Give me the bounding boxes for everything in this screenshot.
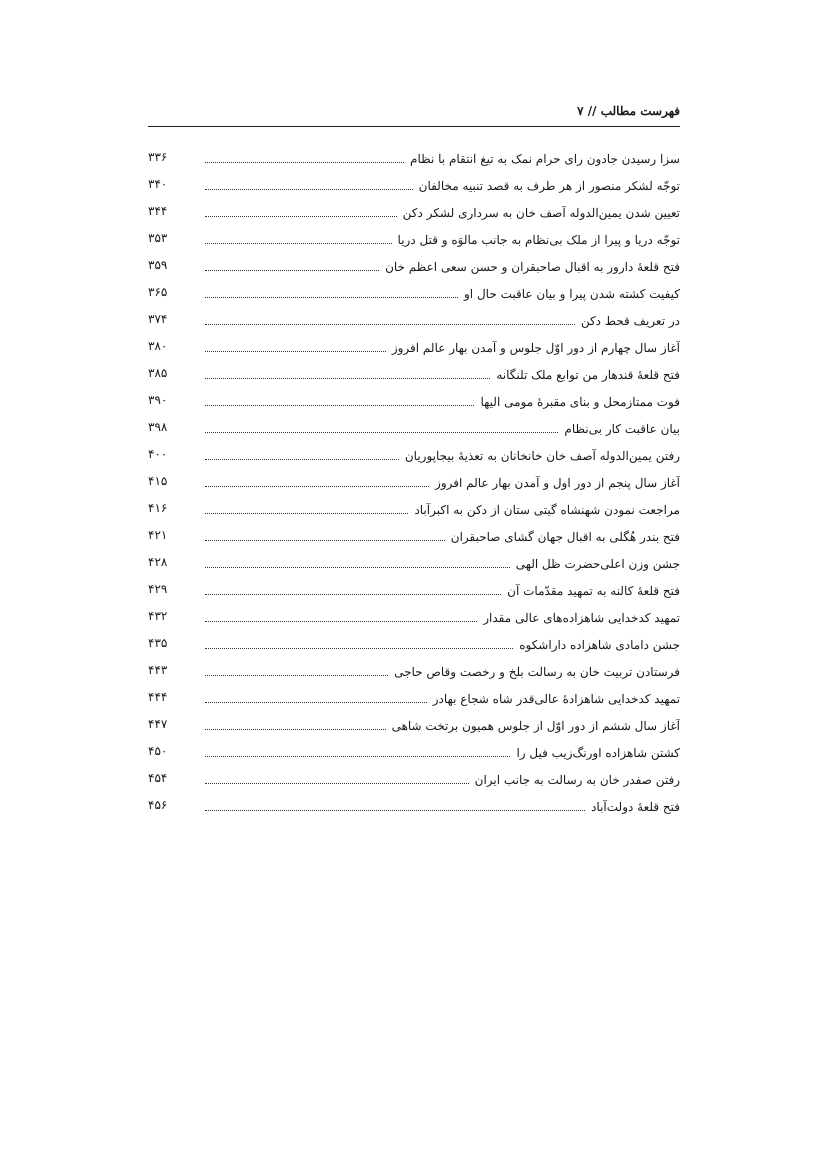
dot-leader	[205, 609, 477, 622]
toc-entry-page: ۳۸۰	[148, 339, 168, 353]
dot-leader	[205, 312, 575, 325]
toc-entry	[148, 523, 680, 550]
toc-entry-page: ۴۱۶	[148, 501, 168, 515]
toc-entry-title: تمهید کدخدایی شاهزاده‌های عالی مقدار	[483, 611, 680, 625]
toc-entry-title: آغاز سال پنجم از دور اول و آمدن بهار عالم افروز	[435, 476, 680, 490]
toc-entry	[148, 685, 680, 712]
toc-entry	[148, 226, 680, 253]
toc-entry-page: ۴۳۲	[148, 609, 168, 623]
toc-entry-page: ۴۲۸	[148, 555, 168, 569]
dot-leader	[205, 393, 474, 406]
dot-leader	[205, 555, 510, 568]
dot-leader	[205, 636, 513, 649]
toc-entry-page: ۴۴۷	[148, 717, 168, 731]
toc-entry	[148, 712, 680, 739]
toc-entry-page: ۳۹۰	[148, 393, 168, 407]
dot-leader	[205, 771, 469, 784]
toc-entry	[148, 469, 680, 496]
dot-leader	[205, 582, 501, 595]
toc-entry-page: ۴۴۳	[148, 663, 168, 677]
toc-entry	[148, 307, 680, 334]
toc-entry	[148, 550, 680, 577]
toc-entry-page: ۴۳۵	[148, 636, 168, 650]
toc-entry-title: مراجعت نمودن شهنشاه گیتی ستان از دکن به اکبرآباد	[414, 503, 680, 517]
toc-entry-title: آغاز سال چهارم از دور اوّل جلوس و آمدن بهار عالم افروز	[391, 341, 680, 355]
toc-entry-title: فتح قلعهٔ قندهار من توابع ملک تلنگانه	[496, 368, 680, 382]
toc-entry-page: ۴۴۴	[148, 690, 168, 704]
dot-leader	[205, 258, 379, 271]
toc-entry	[148, 766, 680, 793]
toc-entry-title: رفتن یمین‌الدوله آصف خان خانخانان به تعذیهٔ بیجاپوریان	[404, 449, 680, 463]
toc-entry-title: جشن وزن اعلی‌حضرت ظل الهی	[515, 557, 680, 571]
toc-entry-page: ۳۵۳	[148, 231, 168, 245]
dot-leader	[205, 474, 429, 487]
toc-entry-page: ۳۳۶	[148, 150, 168, 164]
dot-leader	[205, 528, 445, 541]
toc-entry	[148, 577, 680, 604]
dot-leader	[205, 744, 510, 757]
toc-entry-title: فتح قلعهٔ کالنه به تمهید مقدّمات آن	[507, 584, 680, 598]
dot-leader	[205, 501, 408, 514]
toc-entry-page: ۴۵۴	[148, 771, 168, 785]
toc-entry	[148, 496, 680, 523]
dot-leader	[205, 663, 388, 676]
toc-entry-title: توجّه لشکر منصور از هر طرف به قصد تنبیه مخالفان	[418, 179, 680, 193]
toc-entry-page: ۴۵۰	[148, 744, 168, 758]
toc-entry	[148, 334, 680, 361]
dot-leader	[205, 717, 386, 730]
toc-entry-title: رفتن صفدر خان به رسالت به جانب ایران	[474, 773, 680, 787]
toc-entry-page: ۳۹۸	[148, 420, 168, 434]
toc-entry-page: ۳۵۹	[148, 258, 168, 272]
toc-entry-title: جشن دامادی شاهزاده داراشکوه	[519, 638, 680, 652]
toc-entry-title: فتح قلعهٔ دارور به اقبال صاحبقران و حسن سعی اعظم خان	[385, 260, 680, 274]
toc-entry-page: ۳۴۰	[148, 177, 168, 191]
toc-entry-page: ۴۰۰	[148, 447, 168, 461]
toc-entry	[148, 388, 680, 415]
toc-entry-page: ۳۶۵	[148, 285, 168, 299]
toc-entry	[148, 793, 680, 820]
toc-entry	[148, 631, 680, 658]
toc-entry	[148, 442, 680, 469]
dot-leader	[205, 150, 404, 163]
running-header	[148, 100, 680, 127]
toc-entry	[148, 658, 680, 685]
toc-entry	[148, 361, 680, 388]
toc-entry-title: توجّه دریا و پیرا از ملک بی‌نظام به جانب مالوَه و قتل دریا	[397, 233, 680, 247]
toc-entry-page: ۴۵۶	[148, 798, 168, 812]
toc-entry	[148, 739, 680, 766]
toc-entry-page: ۳۸۵	[148, 366, 168, 380]
toc-entry-title: فتح قلعهٔ دولت‌آباد	[591, 800, 680, 814]
dot-leader	[205, 285, 458, 298]
toc-entry-page: ۳۷۴	[148, 312, 168, 326]
toc-entry-title: آغاز سال ششم از دور اوّل از جلوس همیون برتخت شاهی	[391, 719, 680, 733]
toc-entry-title: تعیین شدن یمین‌الدوله آصف خان به سرداری لشکر دکن	[402, 206, 680, 220]
dot-leader	[205, 366, 490, 379]
dot-leader	[205, 177, 413, 190]
dot-leader	[205, 447, 399, 460]
table-of-contents	[148, 145, 680, 820]
toc-entry	[148, 172, 680, 199]
toc-entry-page: ۴۱۵	[148, 474, 168, 488]
toc-entry-title: فوت ممتازمحل و بنای مقبرهٔ مومی الیها	[480, 395, 680, 409]
toc-entry	[148, 604, 680, 631]
toc-entry-title: سزا رسیدن جادون رای حرام نمک به تیغ انتقام با نظام	[410, 152, 680, 166]
toc-entry-title: در تعریف قحط دکن	[580, 314, 680, 328]
running-header-title: فهرست مطالب // ۷	[577, 104, 680, 118]
dot-leader	[205, 690, 427, 703]
toc-entry	[148, 199, 680, 226]
dot-leader	[205, 339, 386, 352]
toc-entry-title: کشتن شاهزاده اورنگ‌زیب فیل را	[516, 746, 680, 760]
toc-entry	[148, 280, 680, 307]
toc-entry-title: فرستادن تربیت خان به رسالت بلخ و رخصت وقاص حاجی	[394, 665, 680, 679]
toc-entry-page: ۴۲۱	[148, 528, 168, 542]
dot-leader	[205, 204, 397, 217]
toc-entry	[148, 145, 680, 172]
toc-entry-title: فتح بندر هُگلی به اقبال جهان گشای صاحبقران	[450, 530, 680, 544]
dot-leader	[205, 798, 585, 811]
dot-leader	[205, 231, 392, 244]
toc-entry-page: ۴۲۹	[148, 582, 168, 596]
toc-entry-title: کیفیت کشته شدن پیرا و بیان عاقبت حال او	[464, 287, 680, 301]
toc-entry	[148, 253, 680, 280]
toc-entry-title: تمهید کدخدایی شاهزادهٔ عالی‌قدر شاه شجاع بهادر	[432, 692, 680, 706]
dot-leader	[205, 420, 558, 433]
toc-entry-page: ۳۴۴	[148, 204, 168, 218]
toc-entry-title: بیان عاقبت کار بی‌نظام	[564, 422, 680, 436]
toc-entry	[148, 415, 680, 442]
